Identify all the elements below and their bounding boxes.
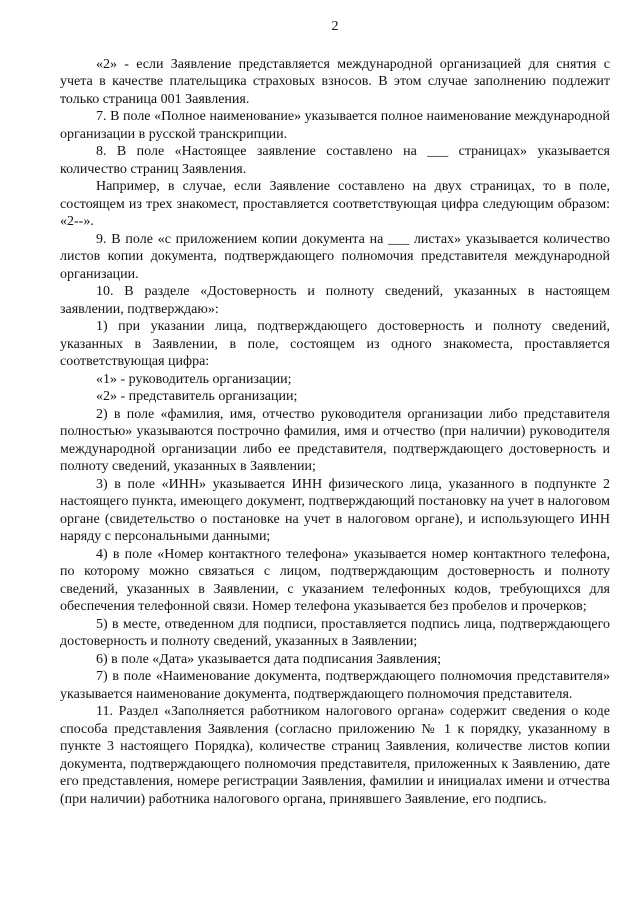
paragraph: 5) в месте, отведенном для подписи, проставляется подпись лица, подтверждающего достоверность и полноту сведений, указанных в Заявлении;: [60, 616, 610, 649]
page-number: 2: [331, 19, 339, 34]
paragraph: 6) в поле «Дата» указывается дата подписания Заявления;: [96, 651, 442, 667]
paragraph: 2) в поле «фамилия, имя, отчество руководителя организации либо представителя полностью» указываются построчно фамилия, имя и отчество (при наличии) руководителя международной организации либо ее представителя, подтверждающего достоверность и полноту сведений, указанных в Заявлении;: [60, 406, 610, 474]
paragraph: 9. В поле «с приложением копии документа на ___ листах» указывается количество листов копии документа, подтверждающего полномочия представителя международной организации.: [60, 231, 610, 282]
paragraph: «2» - если Заявление представляется международной организацией для снятия с учета в качестве плательщика страховых взносов. В этом случае заполнению подлежит только страница 001 Заявления.: [60, 56, 610, 107]
paragraph: 7. В поле «Полное наименование» указывается полное наименование международной организации в русской транскрипции.: [60, 109, 610, 142]
paragraph: 4) в поле «Номер контактного телефона» указывается номер контактного телефона, по которому можно связаться с лицом, подтверждающим достоверность и полноту сведений, указанных в Заявлении, с указанием телефонных кодов, требующихся для обеспечения телефонной связи. Номер телефона указывается без пробелов и прочерков;: [60, 546, 610, 614]
paragraph: 3) в поле «ИНН» указывается ИНН физического лица, указанного в подпункте 2 настоящего пункта, имеющего документ, подтверждающий постановку на учет в налоговом органе (свидетельство о постановке на учет в налоговом органе), и использующего ИНН наряду с персональными данными;: [60, 476, 610, 544]
paragraph: «2» - представитель организации;: [96, 389, 298, 404]
paragraph: 11. Раздел «Заполняется работником налогового органа» содержит сведения о коде способа представления Заявления (согласно приложению № 1 к порядку, указанному в пункте 3 настоящего Порядка), количестве страниц Заявления, количестве листов копии документа, подтверждающего полномочия представителя, приложенных к Заявлению, дате его представления, номере регистрации Заявления, фамилии и инициалах имени и отчества (при наличии) работника налогового органа, принявшего Заявление, его подпись.: [60, 704, 610, 807]
paragraph: 8. В поле «Настоящее заявление составлено на ___ страницах» указывается количество страниц Заявления.: [60, 144, 610, 177]
paragraph: 7) в поле «Наименование документа, подтверждающего полномочия представителя» указывается наименование документа, подтверждающего полномочия представителя.: [60, 669, 610, 702]
paragraph: «1» - руководитель организации;: [96, 371, 292, 387]
paragraph: 10. В разделе «Достоверность и полноту сведений, указанных в настоящем заявлении, подтверждаю»:: [60, 284, 610, 317]
paragraph: Например, в случае, если Заявление составлено на двух страницах, то в поле, состоящем из трех знакомест, проставляется соответствующая цифра следующим образом: «2--».: [60, 179, 610, 229]
paragraph: 1) при указании лица, подтверждающего достоверность и полноту сведений, указанных в Заявлении, в поле, состоящем из одного знакоместа, проставляется соответствующая цифра:: [60, 319, 610, 369]
